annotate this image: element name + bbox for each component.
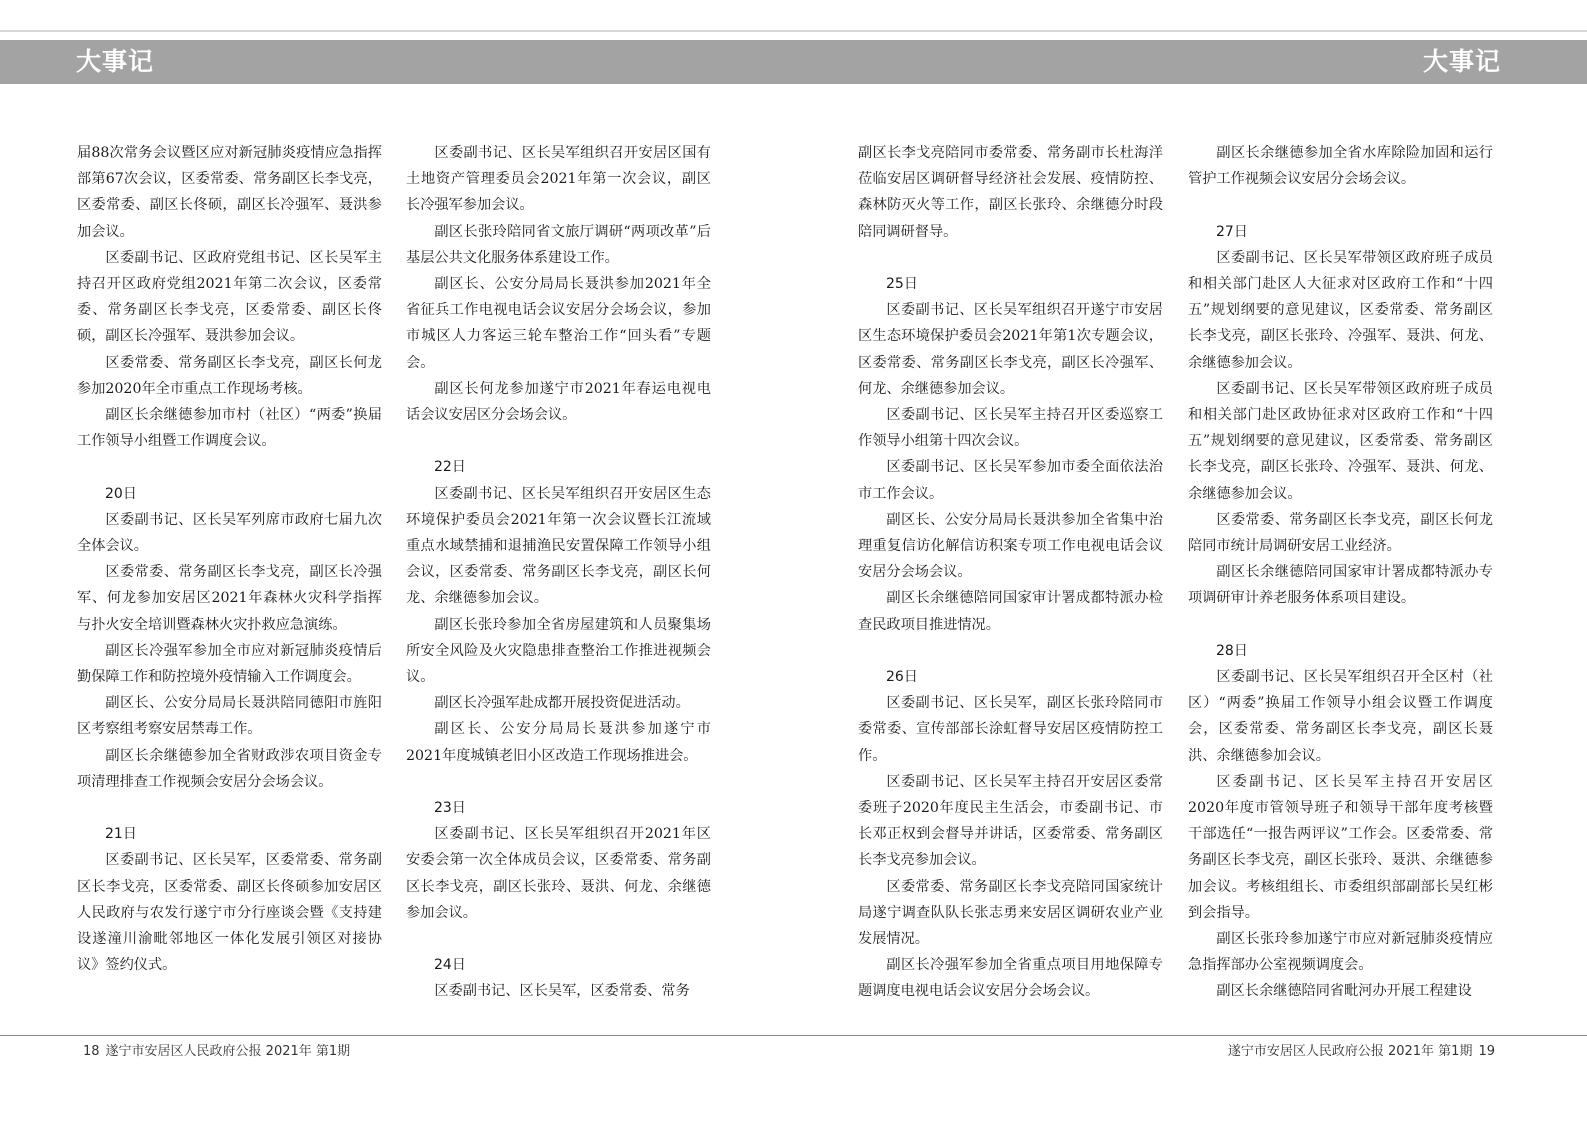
event-paragraph: 区委副书记、区政府党组书记、区长吴军主持召开区政府党组2021年第二次会议，区委常委、常务副区长李戈亮，区委常委、副区长佟硕，副区长冷强军、聂洪参加会议。	[77, 249, 382, 345]
page-header-bar	[0, 40, 1587, 84]
event-paragraph: 副区长冷强军赴成都开展投资促进活动。	[434, 695, 690, 712]
event-paragraph: 区委常委、常务副区长李戈亮，副区长何龙参加2020年全市重点工作现场考核。	[77, 354, 382, 397]
event-paragraph: 区委副书记、区长吴军，区委常委、常务副区长李戈亮，区委常委、副区长佟硕参加安居区人民政府与农发行遂宁市分行座谈会暨《支持建设遂潼川渝毗邻地区一体化发展引领区对接协议》签约仪式。	[77, 852, 382, 974]
event-paragraph: 区委副书记、区长吴军组织召开遂宁市安居区生态环境保护委员会2021年第1次专题会议，区委常委、常务副区长李戈亮，副区长冷强军、何龙、余继德参加会议。	[858, 302, 1163, 397]
event-paragraph: 副区长、公安分局局长聂洪陪同德阳市旌阳区考察组考察安居禁毒工作。	[77, 695, 382, 738]
event-paragraph: 副区长张玲参加遂宁市应对新冠肺炎疫情应急指挥部办公室视频调度会。	[1188, 931, 1493, 974]
event-paragraph: 区委副书记、区长吴军主持召开安居区2020年度市管领导班子和领导干部年度考核暨干部选任“一报告两评议”工作会。区委常委、常务副区长李戈亮，副区长张玲、聂洪、余继德参加会议。考核组组长、市委组织部副部长吴红彬到会指导。	[1188, 773, 1493, 921]
event-paragraph: 区委副书记、区长吴军组织召开2021年区安委会第一次全体成员会议，区委常委、常务副区长李戈亮，副区长张玲、聂洪、何龙、余继德参加会议。	[406, 826, 711, 921]
footer-divider	[0, 1035, 1587, 1036]
date-heading: 20日	[105, 485, 137, 502]
event-paragraph: 副区长、公安分局局长聂洪参加遂宁市2021年度城镇老旧小区改造工作现场推进会。	[406, 721, 711, 764]
top-divider	[0, 30, 1587, 32]
text-column-3	[858, 140, 1163, 1005]
event-paragraph: 区委副书记、区长吴军主持召开安居区委常委班子2020年度民主生活会，市委副书记、市长邓正权到会督导并讲话，区委常委、常务副区长李戈亮参加会议。	[858, 773, 1163, 869]
event-paragraph: 区委常委、常务副区长李戈亮，副区长何龙陪同市统计局调研安居工业经济。	[1188, 511, 1493, 555]
footer-left	[77, 1043, 350, 1061]
event-paragraph: 副区长余继德参加市村（社区）“两委”换届工作领导小组暨工作调度会议。	[77, 407, 382, 450]
event-paragraph: 区委副书记、区长吴军组织召开安居区生态环境保护委员会2021年第一次会议暨长江流域重点水域禁捕和退捕渔民安置保障工作领导小组会议，区委常委、常务副区长李戈亮，副区长何龙、余继德参加会议。	[406, 485, 711, 607]
date-heading: 28日	[1216, 642, 1248, 659]
event-paragraph: 副区长、公安分局局长聂洪参加2021年全省征兵工作电视电话会议安居分会场会议，参加市城区人力客运三轮车整治工作“回头看”专题会。	[406, 276, 711, 371]
event-paragraph: 区委副书记、区长吴军参加市委全面依法治市工作会议。	[858, 459, 1163, 502]
event-paragraph: 副区长余继德陪同省毗河办开展工程建设	[1216, 983, 1472, 1000]
event-paragraph: 区委副书记、区长吴军带领区政府班子成员和相关部门赴区政协征求对区政府工作和“十四五”规划纲要的意见建议，区委常委、常务副区长李戈亮，副区长张玲、冷强军、聂洪、何龙、余继德参加会议。	[1188, 380, 1493, 502]
date-heading: 21日	[105, 826, 137, 843]
date-heading: 23日	[434, 800, 466, 817]
event-paragraph: 副区长、公安分局局长聂洪参加全省集中治理重复信访化解信访积案专项工作电视电话会议安居分会场会议。	[858, 511, 1163, 581]
event-paragraph: 副区长余继德参加全省财政涉农项目资金专项清理排查工作视频会安居分会场会议。	[77, 747, 382, 790]
event-paragraph: 区委副书记、区长吴军主持召开区委巡察工作领导小组第十四次会议。	[858, 407, 1163, 450]
event-paragraph: 副区长冷强军参加全省重点项目用地保障专题调度电视电话会议安居分会场会议。	[858, 957, 1163, 1000]
text-column-4	[1188, 140, 1493, 1005]
header-title-right: 大事记	[1422, 47, 1501, 76]
date-heading: 24日	[434, 957, 466, 974]
header-title-left: 大事记	[76, 47, 155, 76]
event-paragraph: 区委副书记、区长吴军组织召开安居区国有土地资产管理委员会2021年第一次会议，副区长冷强军参加会议。	[406, 145, 711, 214]
event-paragraph: 区委副书记、区长吴军，区委常委、常务	[434, 983, 690, 1000]
publication-name-right: 遂宁市安居区人民政府公报 2021年 第1期	[1227, 1044, 1473, 1059]
date-heading: 22日	[434, 459, 466, 476]
text-column-1	[77, 140, 382, 978]
date-heading: 27日	[1216, 223, 1248, 240]
page-number-right: 19	[1478, 1044, 1495, 1059]
page-number-left: 18	[83, 1044, 100, 1059]
text-column-2	[406, 140, 711, 1005]
event-paragraph: 区委常委、常务副区长李戈亮陪同国家统计局遂宁调查队队长张志勇来安居区调研农业产业发展情况。	[858, 878, 1163, 948]
event-paragraph: 副区长余继德陪同国家审计署成都特派办检查民政项目推进情况。	[858, 590, 1163, 633]
event-paragraph: 副区长张玲陪同省文旅厅调研“两项改革”后基层公共文化服务体系建设工作。	[406, 223, 711, 266]
date-heading: 26日	[886, 669, 918, 686]
event-paragraph: 区委副书记、区长吴军列席市政府七届九次全体会议。	[77, 511, 382, 555]
event-paragraph: 区委副书记、区长吴军带领区政府班子成员和相关部门赴区人大征求对区政府工作和“十四五”规划纲要的意见建议，区委常委、常务副区长李戈亮，副区长张玲、冷强军、聂洪、何龙、余继德参加会议。	[1188, 249, 1493, 371]
event-paragraph: 副区长张玲参加全省房屋建筑和人员聚集场所安全风险及火灾隐患排查整治工作推进视频会议。	[406, 616, 711, 686]
publication-name-left: 遂宁市安居区人民政府公报 2021年 第1期	[105, 1044, 351, 1059]
event-paragraph: 副区长余继德参加全省水库除险加固和运行管护工作视频会议安居分会场会议。	[1188, 145, 1493, 188]
date-heading: 25日	[886, 276, 918, 292]
event-paragraph: 副区长何龙参加遂宁市2021年春运电视电话会议安居区分会场会议。	[406, 380, 711, 424]
event-paragraph: 副区长冷强军参加全市应对新冠肺炎疫情后勤保障工作和防控境外疫情输入工作调度会。	[77, 642, 382, 686]
event-paragraph: 区委副书记、区长吴军，副区长张玲陪同市委常委、宣传部部长涂虹督导安居区疫情防控工作。	[858, 695, 1163, 764]
event-paragraph: 副区长李戈亮陪同市委常委、常务副市长杜海洋莅临安居区调研督导经济社会发展、疫情防控、森林防灭火等工作，副区长张玲、余继德分时段陪同调研督导。	[858, 145, 1163, 240]
event-paragraph: 区委常委、常务副区长李戈亮，副区长冷强军、何龙参加安居区2021年森林火灾科学指挥与扑火安全培训暨森林火灾扑救应急演练。	[77, 564, 382, 633]
event-paragraph: 届88次常务会议暨区应对新冠肺炎疫情应急指挥部第67次会议，区委常委、常务副区长李戈亮，区委常委、副区长佟硕，副区长冷强军、聂洪参加会议。	[77, 145, 382, 240]
footer-right	[1228, 1043, 1501, 1061]
event-paragraph: 区委副书记、区长吴军组织召开全区村（社区）“两委”换届工作领导小组会议暨工作调度会，区委常委、常务副区长李戈亮，副区长聂洪、余继德参加会议。	[1188, 669, 1493, 764]
event-paragraph: 副区长余继德陪同国家审计署成都特派办专项调研审计养老服务体系项目建设。	[1188, 564, 1493, 607]
